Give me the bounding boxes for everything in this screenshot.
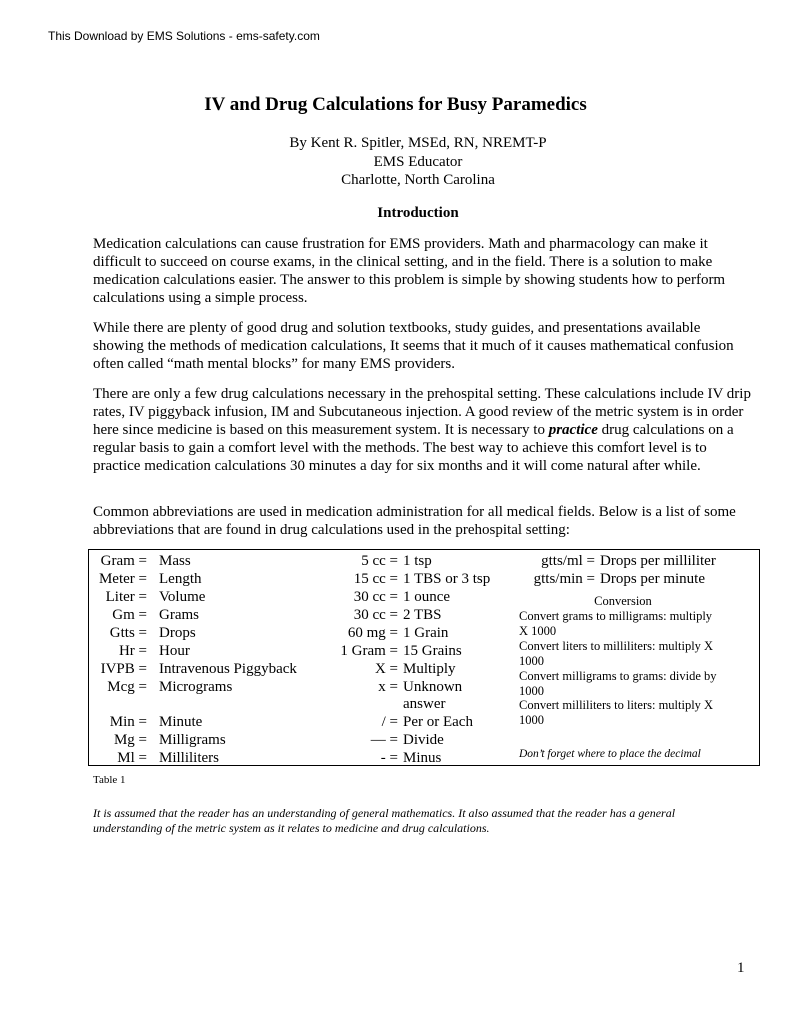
equiv-60mg: 60 mg = [347, 625, 398, 641]
meaning-multiply: Multiply [403, 661, 456, 677]
symbol-multiply: X = [374, 661, 398, 677]
meaning-grams: Grams [159, 607, 199, 623]
abbr-mg: Mg = [113, 732, 147, 748]
symbol-minus: - = [380, 750, 398, 766]
introduction-heading: Introduction [377, 205, 459, 221]
page-number: 1 [737, 960, 745, 976]
meaning-piggyback: Intravenous Piggyback [159, 661, 297, 677]
conversion-line: 1000 [519, 684, 544, 698]
meaning-milliliters: Milliliters [159, 750, 219, 766]
conversion-title: Conversion [594, 594, 652, 608]
conversion-line: Convert milliliters to liters: multiply X [519, 698, 714, 712]
abbreviations-table [88, 549, 760, 766]
author-location: Charlotte, North Carolina [341, 172, 495, 188]
paragraph-2: While there are plenty of good drug and solution textbooks, study guides, and presentations available showing the methods of medication calculations, It seems that it much of it causes mathematical confusion often called “math mental blocks” for many EMS providers. [93, 320, 734, 372]
meaning-length: Length [159, 571, 202, 587]
meaning-minute: Minute [159, 714, 203, 730]
symbol-per: / = [381, 714, 398, 730]
conversion-line: X 1000 [519, 624, 557, 638]
meaning-drops-per-ml: Drops per milliliter [600, 553, 716, 569]
table-caption: Table 1 [93, 774, 126, 786]
paragraph-3-text-b: drug calculations on a regular basis to gain a comfort level with the methods. The best way to achieve this comfort level is to practice medication calculations 30 minutes a day for six months and it will come natural after while. [93, 422, 734, 474]
equiv-1tsp: 1 tsp [403, 553, 432, 569]
abbr-gtts-ml: gtts/ml = [541, 553, 595, 569]
decimal-note: Don’t forget where to place the decimal [519, 748, 701, 760]
abbr-gram: Gram = [100, 553, 147, 569]
meaning-per: Per or Each [403, 714, 473, 730]
symbol-unknown: x = [378, 679, 398, 695]
download-notice: This Download by EMS Solutions - ems-safety.com [48, 29, 320, 43]
abbr-gtts-min: gtts/min = [533, 571, 595, 587]
assumption-footnote: It is assumed that the reader has an understanding of general mathematics. It also assumed that the reader has a general understanding of the metric system as it relates to medicine and drug calculations. [93, 806, 676, 835]
meaning-minus: Minus [403, 750, 442, 766]
equiv-30cc-a: 30 cc = [353, 589, 398, 605]
paragraph-1: Medication calculations can cause frustration for EMS providers. Math and pharmacology can make it difficult to succeed on course exams, in the clinical setting, and in the field. There is a solution to make medication calculations easier. The answer to this problem is simple by showing students how to perform calculations using a simple process. [93, 236, 726, 306]
equiv-2tbs: 2 TBS [403, 607, 442, 623]
abbr-ivpb: IVPB = [100, 661, 147, 677]
equiv-15grains: 15 Grains [403, 643, 462, 659]
meaning-volume: Volume [159, 589, 206, 605]
abbr-hr: Hr = [118, 643, 147, 659]
equiv-1grain: 1 Grain [403, 625, 449, 641]
abbr-min: Min = [109, 714, 147, 730]
equiv-15cc: 15 cc = [353, 571, 398, 587]
meaning-drops-per-min: Drops per minute [600, 571, 705, 587]
conversion-line: 1000 [519, 713, 544, 727]
author-block [0, 134, 791, 190]
abbr-liter: Liter = [105, 589, 147, 605]
equiv-1ounce: 1 ounce [403, 589, 451, 605]
equiv-5cc: 5 cc = [361, 553, 398, 569]
document-title: IV and Drug Calculations for Busy Paramedics [204, 94, 587, 115]
equiv-1tbs: 1 TBS or 3 tsp [403, 571, 491, 587]
equiv-30cc-b: 30 cc = [353, 607, 398, 623]
equiv-1gram: 1 Gram = [340, 643, 398, 659]
paragraph-3-text-a: There are only a few drug calculations necessary in the prehospital setting. These calculations include IV drip rates, IV piggyback infusion, IM and Subcutaneous injection. A good review of the metric system is in order here since medicine is based on this measurement system. It is necessary to [93, 386, 751, 438]
meaning-micrograms: Micrograms [159, 679, 233, 695]
conversion-line: Convert grams to milligrams: multiply [519, 609, 713, 623]
practice-emphasis: practice [548, 422, 598, 438]
abbr-mcg: Mcg = [107, 679, 147, 695]
conversion-line: 1000 [519, 654, 544, 668]
abbr-ml: Ml = [117, 750, 147, 766]
meaning-unknown-answer: answer [403, 696, 446, 712]
paragraph-3 [93, 385, 753, 475]
abbr-gtts: Gtts = [109, 625, 147, 641]
abbr-meter: Meter = [98, 571, 147, 587]
paragraph-4: Common abbreviations are used in medication administration for all medical fields. Below is a list of some abbreviations that are found in drug calculations used in the prehospital setting: [93, 504, 736, 538]
meaning-divide: Divide [403, 732, 444, 748]
meaning-milligrams: Milligrams [159, 732, 226, 748]
conversion-line: Convert liters to milliliters: multiply X [519, 639, 714, 653]
meaning-unknown: Unknown [403, 679, 463, 695]
symbol-divide: — = [370, 732, 398, 748]
conversion-line: Convert milligrams to grams: divide by [519, 669, 717, 683]
meaning-drops: Drops [159, 625, 196, 641]
abbr-gm: Gm = [112, 607, 147, 623]
author-byline: By Kent R. Spitler, MSEd, RN, NREMT-P [289, 135, 547, 151]
meaning-mass: Mass [159, 553, 191, 569]
meaning-hour: Hour [159, 643, 190, 659]
author-role: EMS Educator [373, 153, 463, 170]
